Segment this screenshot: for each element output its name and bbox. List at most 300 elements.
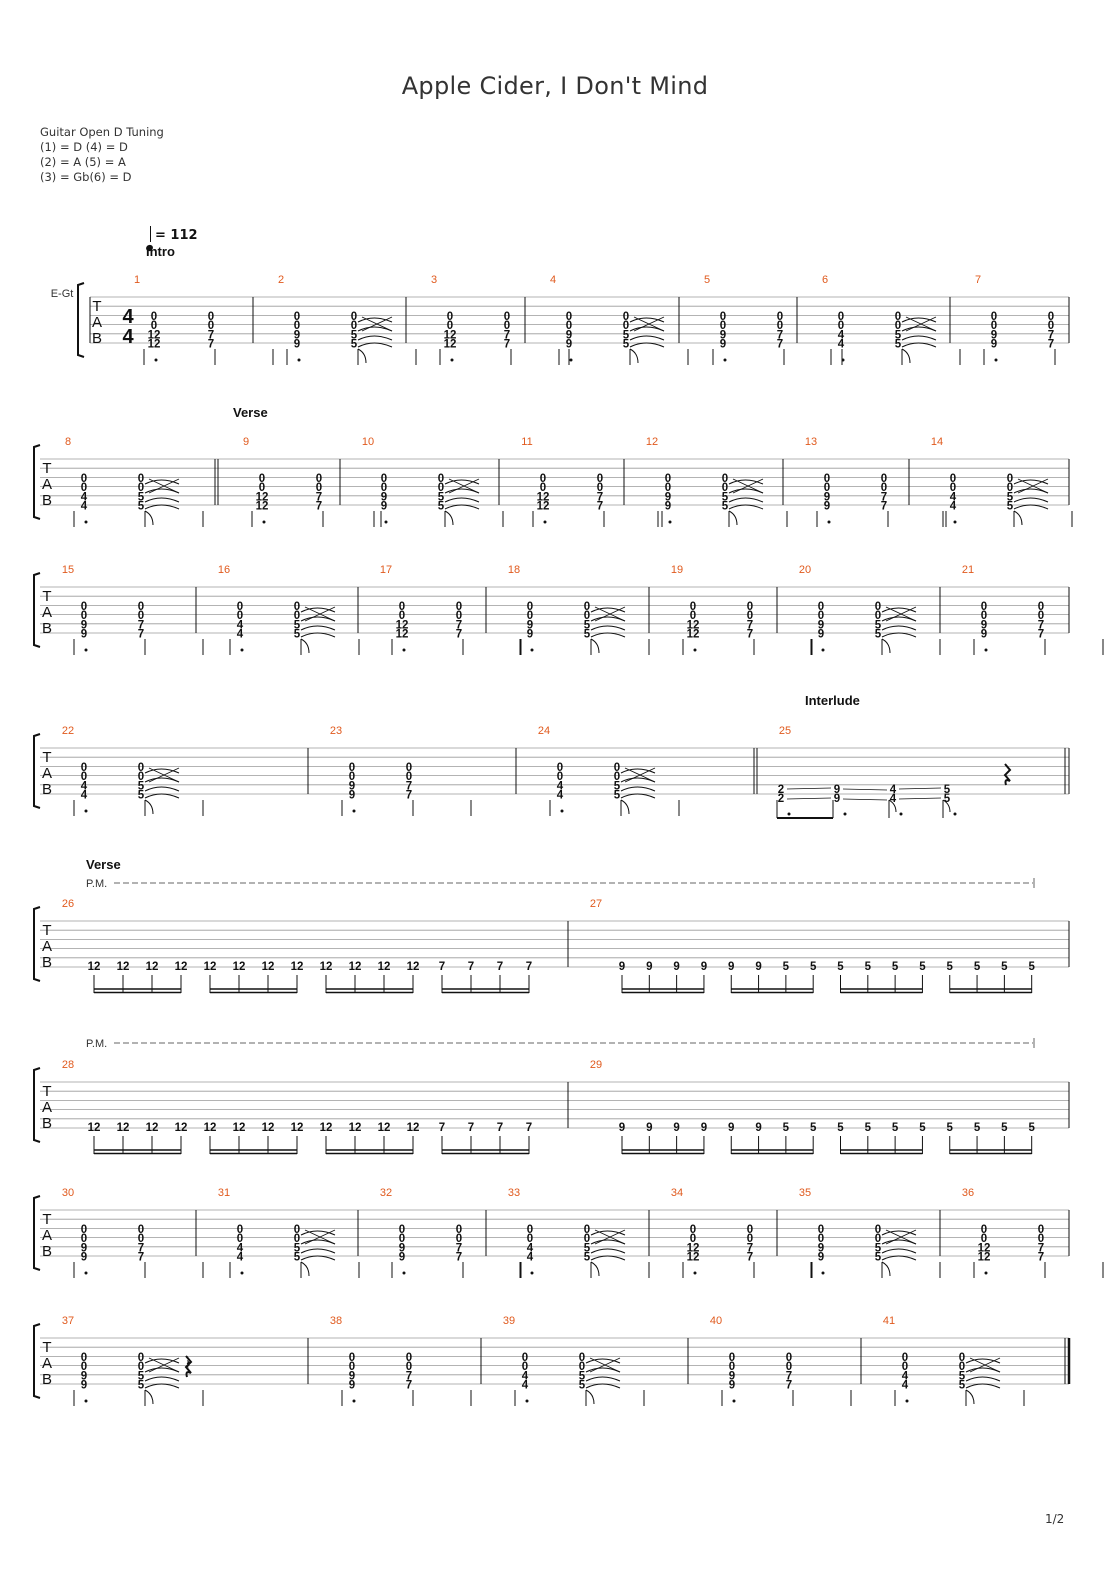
tie-arc [591,1249,625,1253]
eighth-flag [145,1390,153,1404]
slide-mark [149,479,179,493]
tab-clef-letter: T [42,1339,52,1356]
fret-number: 0 [350,311,358,323]
fret-number: 0 [596,473,604,485]
fret-number: 0 [80,482,88,495]
fret-number: 0 [236,610,244,623]
fret-number: 9 [398,1251,406,1264]
fret-number: 9 [348,1370,356,1383]
section-label: Interlude [805,693,860,708]
fret-number: 9 [348,780,356,793]
tie-arc [145,498,179,502]
fret-number: 0 [455,601,463,613]
tab-clef-letter: B [41,620,53,637]
fret-number: 0 [874,1233,882,1246]
fret-number: 5 [891,1122,899,1134]
tie-arc [621,794,655,798]
measure-number: 13 [804,436,818,448]
fret-number: 12 [203,1122,217,1134]
measure-number: 4 [549,274,557,286]
fret-number: 0 [817,601,825,613]
fret-number: 4 [901,1370,909,1383]
fret-number: 7 [1037,1242,1045,1255]
eighth-flag [630,349,638,363]
tie-arc [882,1231,916,1235]
measure-number: 3 [430,274,438,286]
fret-number: 0 [405,1361,413,1374]
tie-arc [729,480,763,484]
fret-number: 12 [686,628,700,641]
fret-number: 0 [236,1233,244,1246]
fret-number: 0 [823,482,831,495]
fret-number: 7 [596,500,604,513]
fret-number: 9 [700,961,708,973]
tab-clef-letter: B [41,1115,53,1132]
fret-number: 4 [837,329,845,342]
eighth-flag [301,1262,309,1276]
tie-arc [586,1359,620,1363]
tie-arc [729,498,763,502]
measure-number: 5 [703,274,711,286]
tie-arc [630,318,664,322]
measure-number: 41 [882,1315,896,1327]
fret-number: 0 [578,1352,586,1364]
fret-number: 12 [377,1122,391,1134]
fret-number: 7 [503,338,511,351]
dot [298,359,301,362]
fret-number: 5 [721,500,729,513]
dot [403,1272,406,1275]
fret-number: 0 [380,473,388,485]
fret-number: 12 [261,1122,275,1134]
section-label: Verse [86,857,121,872]
tab-system [34,564,1103,655]
fret-number: 4 [236,628,244,641]
fret-number: 12 [232,1122,246,1134]
slide-line [899,788,941,789]
system-bracket [34,573,40,647]
fret-number: 9 [380,500,388,513]
slide-mark [634,317,664,331]
dot [531,1272,534,1275]
fret-number: 5 [943,784,951,796]
quarter-rest-icon: 𝄽 [186,1359,190,1371]
fret-number: 4 [236,1251,244,1264]
fret-number: 4 [837,338,845,351]
fret-number: 12 [290,1122,304,1134]
fret-number: 4 [889,793,897,805]
measure-number: 23 [329,725,343,737]
fret-number: 7 [503,329,511,342]
fret-number: 4 [521,1379,529,1392]
tab-clef-letter: T [42,588,52,605]
fret-number: 2 [777,793,785,805]
measure-number: 18 [507,564,521,576]
fret-number: 5 [622,338,630,351]
fret-number: 5 [137,780,145,793]
slide-mark [886,1230,916,1244]
fret-number: 5 [874,619,882,632]
tie-arc [630,343,664,347]
fret-number: 7 [137,619,145,632]
fret-number: 5 [946,1122,953,1134]
measure-number: 22 [61,725,75,737]
measure-number: 26 [61,898,75,910]
tab-system [34,1315,1069,1406]
dot [353,1400,356,1403]
fret-number: 12 [232,961,246,973]
fret-number: 5 [293,619,301,632]
dot [954,813,957,816]
fret-number: 0 [613,762,621,774]
fret-number: 0 [446,311,454,323]
fret-number: 7 [137,1251,145,1264]
fret-number: 0 [293,311,301,323]
fret-number: 9 [728,1370,736,1383]
slide-mark [449,479,479,493]
fret-number: 4 [80,491,88,504]
fret-number: 4 [80,780,88,793]
slide-mark [886,607,916,621]
tab-clef-letter: T [42,460,52,477]
fret-number: 0 [583,601,591,613]
measure-number: 33 [507,1187,521,1199]
tab-clef-letter: B [41,781,53,798]
fret-number: 9 [398,1242,406,1255]
tab-system [34,1038,1069,1154]
dot [995,359,998,362]
fret-number: 0 [315,473,323,485]
slide-mark [970,1358,1000,1372]
measure-number: 32 [379,1187,393,1199]
fret-number: 0 [1037,1233,1045,1246]
fret-number: 9 [823,500,831,513]
tie-arc [301,608,335,612]
measure-number: 39 [502,1315,516,1327]
dot [694,649,697,652]
dot [385,521,388,524]
fret-number: 0 [719,311,727,323]
tie-arc [145,1359,179,1363]
measure-number: 38 [329,1315,343,1327]
fret-number: 0 [236,1224,244,1236]
fret-number: 12 [145,961,159,973]
fret-number: 0 [990,320,998,333]
fret-number: 9 [80,1370,88,1383]
fret-number: 9 [618,961,626,973]
measure-number: 29 [589,1059,603,1071]
dot [85,810,88,813]
tab-clef-letter: B [41,492,53,509]
fret-number: 0 [880,473,888,485]
tie-arc [145,787,179,791]
tie-arc [586,1384,620,1388]
fret-number: 9 [817,1251,825,1264]
fret-number: 7 [1037,628,1045,641]
fret-number: 7 [880,491,888,504]
tab-clef-letter: B [41,1243,53,1260]
fret-number: 5 [874,1242,882,1255]
measure-number: 35 [798,1187,812,1199]
measure-number: 10 [361,436,375,448]
tie-arc [902,318,936,322]
fret-number: 0 [817,610,825,623]
fret-number: 0 [293,320,301,333]
measure-number: 27 [589,898,603,910]
fret-number: 0 [293,1233,301,1246]
instrument-label: E-Gt [50,288,74,300]
fret-number: 7 [405,1370,413,1383]
dot [788,813,791,816]
fret-number: 7 [137,1242,145,1255]
dot [263,521,266,524]
fret-number: 4 [556,789,564,802]
fret-number: 12 [348,1122,362,1134]
eighth-flag [882,639,890,653]
dot [451,359,454,362]
slide-mark [733,479,763,493]
dot [822,1272,825,1275]
fret-number: 12 [261,961,275,973]
dot [669,521,672,524]
tab-clef-letter: B [91,330,103,347]
fret-number: 0 [80,1224,88,1236]
fret-number: 5 [864,1122,872,1134]
tab-clef-letter: A [41,1355,53,1372]
fret-number: 0 [137,1361,145,1374]
tab-system [34,405,1072,527]
fret-number: 0 [689,1224,697,1236]
measure-number: 6 [821,274,829,286]
fret-number: 7 [880,500,888,513]
measure-number: 1 [133,274,141,286]
tie-arc [966,1377,1000,1381]
fret-number: 7 [467,961,475,973]
fret-number: 7 [785,1379,793,1392]
fret-number: 7 [405,1379,413,1392]
tie-arc [902,336,936,340]
fret-number: 7 [455,628,463,641]
fret-number: 4 [236,619,244,632]
fret-number: 4 [949,500,957,513]
fret-number: 5 [137,1379,145,1392]
tuning-heading: Guitar Open D Tuning [40,125,164,139]
fret-number: 0 [293,1224,301,1236]
fret-number: 0 [746,610,754,623]
tie-arc [621,769,655,773]
eighth-flag [586,1390,594,1404]
tie-arc [445,505,479,509]
tie-arc [358,343,392,347]
fret-number: 4 [889,784,897,796]
fret-number: 0 [137,762,145,774]
tie-arc [301,633,335,637]
fret-number: 0 [437,473,445,485]
fret-number: 0 [689,610,697,623]
fret-number: 0 [348,1361,356,1374]
fret-number: 7 [596,491,604,504]
tab-clef-letter: B [41,1371,53,1388]
fret-number: 0 [503,311,511,323]
fret-number: 0 [446,320,454,333]
tempo-label: = 112 [155,228,198,243]
fret-number: 0 [236,601,244,613]
measure-number: 9 [242,436,250,448]
measure-number: 30 [61,1187,75,1199]
fret-number: 0 [405,771,413,784]
fret-number: 0 [664,473,672,485]
fret-number: 0 [1006,473,1014,485]
dot [526,1400,529,1403]
fret-number: 9 [646,1122,653,1134]
fret-number: 0 [596,482,604,495]
fret-number: 0 [746,1233,754,1246]
fret-number: 12 [377,961,391,973]
fret-number: 0 [137,771,145,784]
fret-number: 9 [833,793,841,805]
section-label: Intro [146,244,175,259]
dot [822,649,825,652]
dot [85,521,88,524]
fret-number: 9 [817,1242,825,1255]
fret-number: 0 [874,610,882,623]
fret-number: 5 [583,1242,591,1255]
dot [842,359,845,362]
dot [694,1272,697,1275]
fret-number: 0 [455,1233,463,1246]
fret-number: 7 [455,1242,463,1255]
fret-number: 7 [1037,619,1045,632]
fret-number: 7 [467,1122,475,1134]
fret-number: 0 [901,1361,909,1374]
fret-number: 0 [315,482,323,495]
fret-number: 12 [147,338,161,351]
fret-number: 12 [174,961,188,973]
tie-arc [729,505,763,509]
tie-arc [145,480,179,484]
fret-number: 0 [80,762,88,774]
fret-number: 5 [583,619,591,632]
system-bracket [34,1068,40,1142]
dot [561,810,564,813]
fret-number: 9 [728,961,735,973]
fret-number: 5 [837,961,844,973]
fret-number: 0 [455,610,463,623]
fret-number: 7 [525,1122,533,1134]
tie-arc [966,1359,1000,1363]
fret-number: 0 [980,610,988,623]
fret-number: 7 [315,500,323,513]
tie-arc [882,608,916,612]
fret-number: 5 [864,961,872,973]
fret-number: 0 [80,1361,88,1374]
fret-number: 0 [137,601,145,613]
fret-number: 0 [689,1233,697,1246]
fret-number: 12 [87,961,101,973]
tie-arc [445,498,479,502]
fret-number: 9 [348,1379,356,1392]
measure-number: 14 [930,436,944,448]
fret-number: 9 [293,329,301,342]
fret-number: 0 [398,1224,406,1236]
fret-number: 7 [207,329,215,342]
fret-number: 0 [526,1224,534,1236]
fret-number: 5 [1001,1122,1008,1134]
fret-number: 12 [395,628,409,641]
fret-number: 0 [521,1361,529,1374]
tie-arc [586,1377,620,1381]
eighth-flag [145,800,153,814]
fret-number: 5 [1006,491,1014,504]
eighth-flag [902,349,910,363]
fret-number: 5 [1006,500,1014,513]
fret-number: 5 [973,1122,981,1134]
tuning-line: (3) = Gb(6) = D [40,170,132,184]
measure-number: 28 [61,1059,75,1071]
dot [241,1272,244,1275]
fret-number: 0 [990,311,998,323]
measure-number: 16 [217,564,231,576]
tab-clef-letter: T [42,1211,52,1228]
fret-number: 7 [746,619,754,632]
fret-number: 0 [539,482,547,495]
fret-number: 12 [686,1242,700,1255]
fret-number: 9 [755,1122,762,1134]
fret-number: 9 [80,628,88,641]
fret-number: 4 [236,1242,244,1255]
fret-number: 0 [80,610,88,623]
fret-number: 4 [521,1370,529,1383]
tie-arc [591,626,625,630]
fret-number: 12 [977,1242,991,1255]
fret-number: 0 [578,1361,586,1374]
fret-number: 9 [80,1251,88,1264]
dot [733,1400,736,1403]
fret-number: 7 [776,329,784,342]
tie-arc [1014,480,1048,484]
eighth-flag [591,639,599,653]
tie-arc [145,1384,179,1388]
tab-clef-letter: A [41,765,53,782]
fret-number: 7 [1037,1251,1045,1264]
fret-number: 5 [137,500,145,513]
eighth-flag [621,800,629,814]
fret-number: 7 [746,1242,754,1255]
fret-number: 9 [823,491,831,504]
slide-line [843,799,887,800]
tie-arc [145,794,179,798]
dot [844,813,847,816]
system-bracket [34,445,40,519]
fret-number: 12 [116,1122,130,1134]
fret-number: 9 [990,329,998,342]
fret-number: 9 [664,500,672,513]
tab-clef-letter: A [41,1099,53,1116]
tie-arc [301,1256,335,1260]
fret-number: 5 [894,329,902,342]
slide-mark [1018,479,1048,493]
fret-number: 0 [1037,1224,1045,1236]
fret-number: 0 [894,311,902,323]
fret-number: 0 [556,762,564,774]
fret-number: 0 [80,473,88,485]
fret-number: 12 [145,1122,159,1134]
eighth-flag [591,1262,599,1276]
fret-number: 7 [315,491,323,504]
measure-number: 20 [798,564,812,576]
fret-number: 5 [137,491,145,504]
fret-number: 12 [348,961,362,973]
